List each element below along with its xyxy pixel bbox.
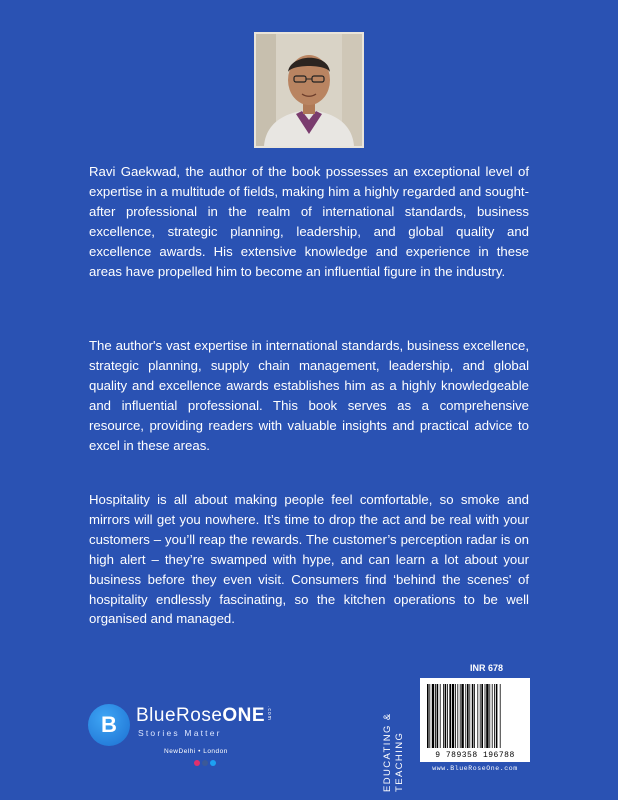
publisher-name [136,705,265,727]
price-label: INR 678 [470,663,504,673]
category-line2: TEACHING [394,731,405,792]
author-portrait-icon [256,34,362,146]
barcode [420,678,530,762]
publisher-domain: .com [266,706,272,721]
category-label [382,680,418,792]
publisher-logo-icon: B [88,704,130,746]
twitter-icon [210,760,216,766]
expertise-paragraph: The author's vast expertise in international standards, business excellence, strategic planning, supply chain management, leadership, and global quality and excellence awards establishes him as a highly knowledgeable and influential professional. This book serves as a comprehensive resource, providing readers with valuable insights and practical advice to excel in these areas. [89,338,529,453]
barcode-icon [425,684,525,750]
publisher-locations: NewDelhi • London [164,748,228,755]
publisher-website: www.BlueRoseOne.com [432,765,518,772]
isbn-number: 9 789358 196788 [435,751,515,760]
publisher-tagline: Stories Matter [138,728,222,738]
publisher-name-part1: BlueRose [136,705,223,726]
hospitality-paragraph: Hospitality is all about making people feel comfortable, so smoke and mirrors will get you nowhere. It’s time to drop the act and be real with your customers – you’ll reap the rewards. The customer’s perception radar is on high alert – they’re swamped with hype, and can learn a lot about your business before they even visit. Consumers find ‘behind the scenes' of hospitality endlessly fascinating, so the kitchen operations to be well organised and managed. [89,492,529,627]
publisher-logo [86,702,286,782]
author-photo [254,32,364,148]
category-line1: EDUCATING & [382,712,393,792]
author-bio-paragraph: Ravi Gaekwad, the author of the book possesses an exceptional level of expertise in a multitude of fields, making him a highly regarded and sought-after professional in the realm of international standards, business excellence, strategic planning, leadership, and global quality and excellence awards. His extensive knowledge and experience in these areas have propelled him to become an influential figure in the industry. [89,164,529,279]
publisher-name-part2: ONE [222,705,266,726]
facebook-icon [202,760,208,766]
instagram-icon [194,760,200,766]
social-icons [194,760,216,766]
